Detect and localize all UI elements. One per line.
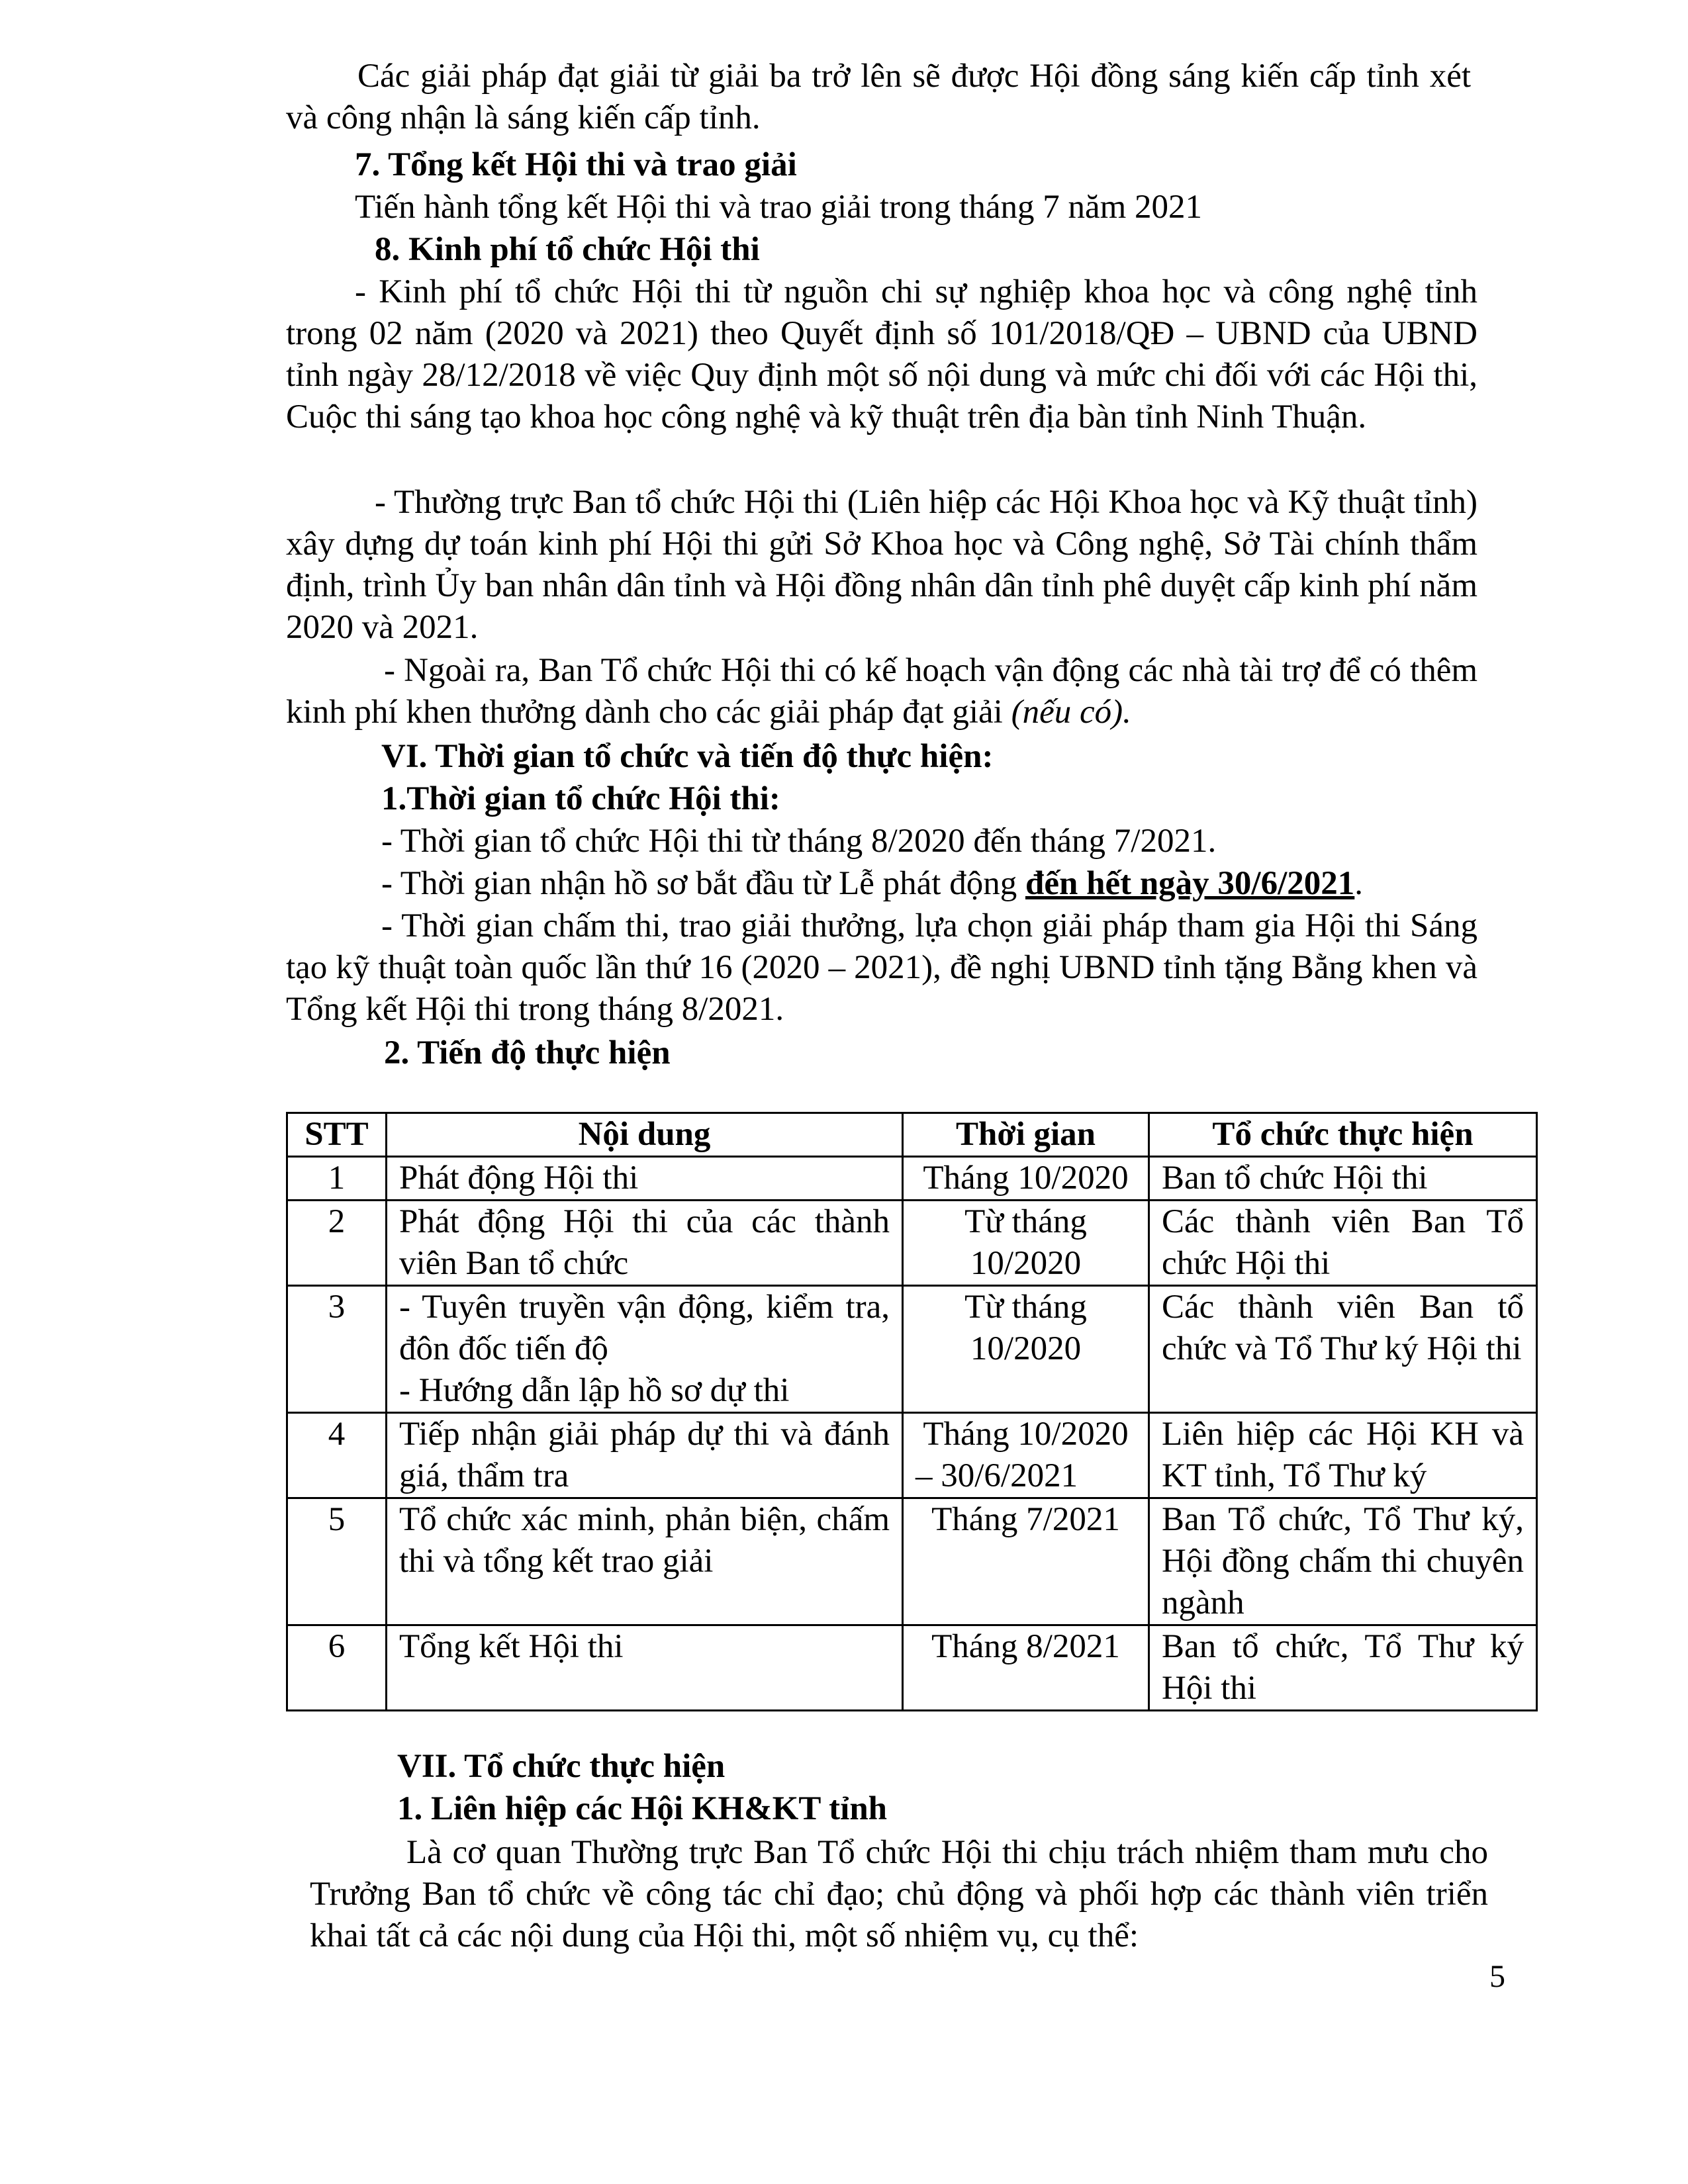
intro-line-1: Các giải pháp đạt giải từ giải ba trở lên sẽ được Hội đồng sáng kiến cấp tỉnh	[357, 58, 1419, 95]
cell-time: Tháng 8/2021	[903, 1625, 1149, 1711]
cell-time: Từ tháng 10/2020	[903, 1286, 1149, 1413]
cell-organizer: Ban tổ chức Hội thi	[1149, 1157, 1537, 1201]
cell-content: Phát động Hội thi của các thành viên Ban tổ chức	[387, 1201, 903, 1286]
heading-section-VII: VII. Tổ chức thực hiện	[397, 1748, 726, 1785]
table-row	[287, 1498, 1537, 1625]
paragraph-budget-source: - Kinh phí tổ chức Hội thi từ nguồn chi sự nghiệp khoa học và công nghệ tỉnh trong 02 năm (2020 và 2021) theo Quyết định số 101/2018/QĐ – UBND của UBND tỉnh ngày 28/12/2018 về việc Quy định một số nội dung và mức chi đối với các Hội thi, Cuộc thi sáng tạo khoa học công nghệ và kỹ thuật trên địa bàn tỉnh Ninh Thuận.	[286, 273, 1477, 435]
cell-content: Tiếp nhận giải pháp dự thi và đánh giá, thẩm tra	[387, 1413, 903, 1498]
submission-deadline: đến hết ngày 30/6/2021	[1025, 865, 1355, 902]
cell-stt: 1	[287, 1157, 387, 1201]
table-row	[287, 1157, 1537, 1201]
sponsorship-note: (nếu có).	[1011, 694, 1131, 731]
cell-stt: 4	[287, 1413, 387, 1498]
page-number: 5	[1489, 1959, 1505, 1994]
cell-organizer: Các thành viên Ban Tổ chức Hội thi	[1149, 1201, 1537, 1286]
paragraph-intro	[286, 56, 1471, 139]
table-row	[287, 1413, 1537, 1498]
cell-stt: 5	[287, 1498, 387, 1625]
cell-content: Tổng kết Hội thi	[387, 1625, 903, 1711]
heading-section-VI-2: 2. Tiến độ thực hiện	[384, 1034, 671, 1071]
schedule-table	[286, 1112, 1538, 1711]
heading-section-7: 7. Tổng kết Hội thi và trao giải	[355, 146, 797, 183]
cell-stt: 6	[287, 1625, 387, 1711]
cell-organizer: Ban tổ chức, Tổ Thư ký Hội thi	[1149, 1625, 1537, 1711]
intro-line-2: xét và công nhận là sáng kiến cấp tỉnh.	[286, 58, 1471, 136]
cell-organizer: Ban Tổ chức, Tổ Thư ký, Hội đồng chấm thi chuyên ngành	[1149, 1498, 1537, 1625]
paragraph-standing-committee: Là cơ quan Thường trực Ban Tổ chức Hội thi chịu trách nhiệm tham mưu cho Trưởng Ban tổ chức về công tác chỉ đạo; chủ động và phối hợp các thành viên triển khai tất cả các nội dung của Hội thi, một số nhiệm vụ, cụ thể:	[310, 1834, 1488, 1954]
cell-organizer: Các thành viên Ban tổ chức và Tổ Thư ký Hội thi	[1149, 1286, 1537, 1413]
cell-organizer: Liên hiệp các Hội KH và KT tỉnh, Tổ Thư ký	[1149, 1413, 1537, 1498]
paragraph-section-7: Tiến hành tổng kết Hội thi và trao giải trong tháng 7 năm 2021	[355, 189, 1203, 226]
heading-section-VI-1: 1.Thời gian tổ chức Hội thi:	[381, 780, 780, 817]
cell-time: Tháng 10/2020	[903, 1157, 1149, 1201]
heading-section-VI: VI. Thời gian tổ chức và tiến độ thực hiện:	[381, 738, 994, 775]
table-row	[287, 1625, 1537, 1711]
header-stt: STT	[287, 1113, 387, 1157]
cell-content: Phát động Hội thi	[387, 1157, 903, 1201]
cell-time: Từ tháng 10/2020	[903, 1201, 1149, 1286]
table-row	[287, 1286, 1537, 1413]
heading-section-8: 8. Kinh phí tổ chức Hội thi	[375, 231, 760, 268]
table-header-row	[287, 1113, 1537, 1157]
cell-content: Tổ chức xác minh, phản biện, chấm thi và tổng kết trao giải	[387, 1498, 903, 1625]
cell-time: Tháng 10/2020 – 30/6/2021	[903, 1413, 1149, 1498]
header-content: Nội dung	[387, 1113, 903, 1157]
cell-content: - Tuyên truyền vận động, kiểm tra, đôn đốc tiến độ - Hướng dẫn lập hồ sơ dự thi	[387, 1286, 903, 1413]
paragraph-contest-period: - Thời gian tổ chức Hội thi từ tháng 8/2020 đến tháng 7/2021.	[381, 823, 1217, 860]
paragraph-budget-estimate: - Thường trực Ban tổ chức Hội thi (Liên hiệp các Hội Khoa học và Kỹ thuật tỉnh) xây dựng dự toán kinh phí Hội thi gửi Sở Khoa học và Công nghệ, Sở Tài chính thẩm định, trình Ủy ban nhân dân tỉnh và Hội đồng nhân dân tỉnh phê duyệt cấp kinh phí năm 2020 và 2021.	[286, 484, 1477, 646]
cell-stt: 3	[287, 1286, 387, 1413]
cell-time: Tháng 7/2021	[903, 1498, 1149, 1625]
paragraph-sponsorship: - Ngoài ra, Ban Tổ chức Hội thi có kế hoạch vận động các nhà tài trợ để có thêm kinh phí khen thưởng dành cho các giải pháp đạt giải (nếu có).	[286, 652, 1477, 731]
header-organizer: Tổ chức thực hiện	[1149, 1113, 1537, 1157]
heading-section-VII-1: 1. Liên hiệp các Hội KH&KT tỉnh	[397, 1790, 888, 1827]
cell-stt: 2	[287, 1201, 387, 1286]
header-time: Thời gian	[903, 1113, 1149, 1157]
table-row	[287, 1201, 1537, 1286]
paragraph-judging-period: - Thời gian chấm thi, trao giải thưởng, lựa chọn giải pháp tham gia Hội thi Sáng tạo kỹ thuật toàn quốc lần thứ 16 (2020 – 2021), đề nghị UBND tỉnh tặng Bằng khen và Tổng kết Hội thi trong tháng 8/2021.	[286, 907, 1477, 1028]
paragraph-submission-period: - Thời gian nhận hồ sơ bắt đầu từ Lễ phát động đến hết ngày 30/6/2021.	[381, 865, 1364, 902]
